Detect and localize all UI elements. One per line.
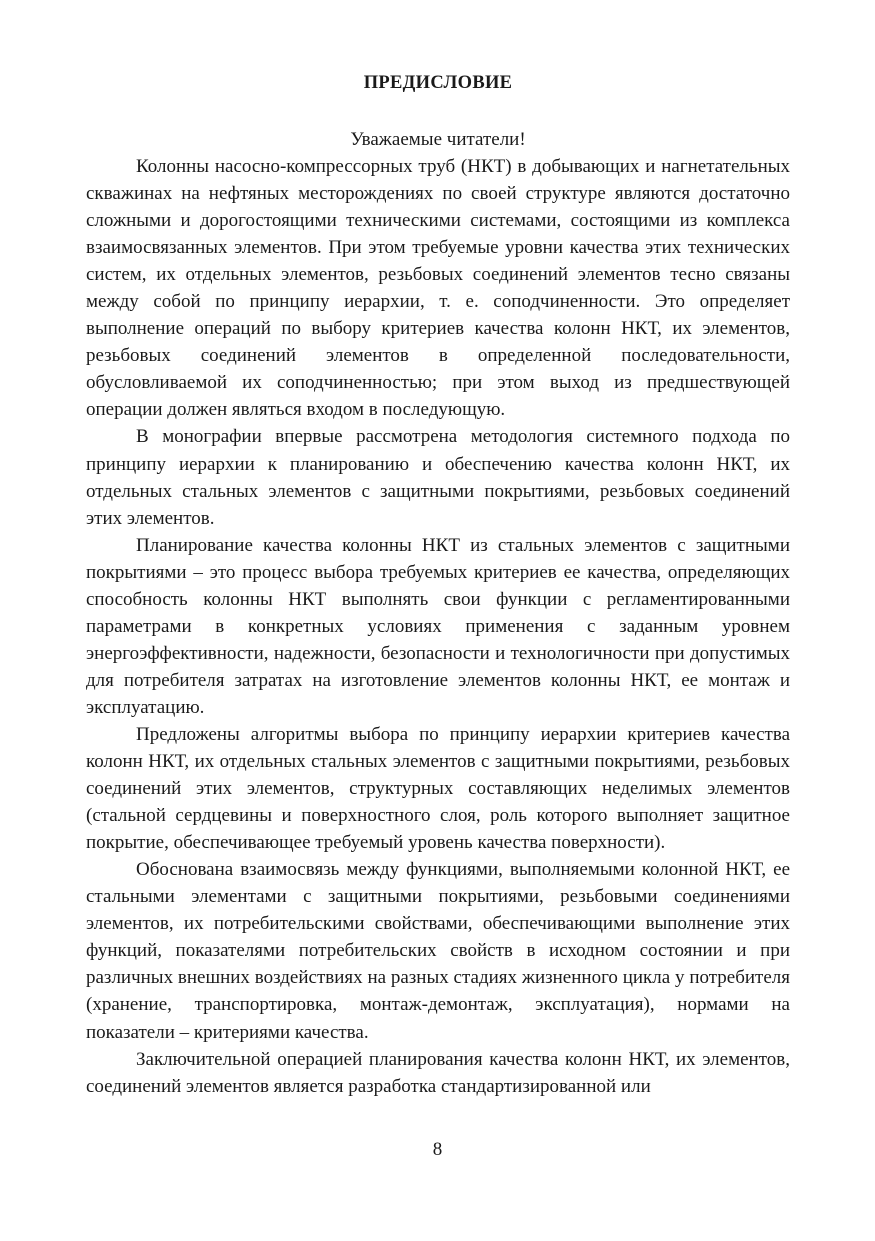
- paragraph-3: Планирование качества колонны НКТ из стальных элементов с защитными покрытиями – это процесс выбора требуемых критериев ее качества, определяющих способность колонны НКТ выполнять свои функции с регламентированными параметрами в конкретных условиях применения с заданным уровнем энергоэффективности, надежности, безопасности и технологичности при допустимых для потребителя затратах на изготовление элементов колонны НКТ, ее монтаж и эксплуатацию.: [86, 534, 790, 718]
- paragraph-1: Колонны насосно-компрессорных труб (НКТ) в добывающих и нагнетательных скважинах на нефтяных месторождениях по своей структуре являются достаточно сложными и дорогостоящими техническими системами, состоящими из комплекса взаимосвязанных элементов. При этом требуемые уровни качества этих технических систем, их отдельных элементов, резьбовых соединений элементов тесно связаны между собой по принципу иерархии, т. е. соподчиненности. Это определяет выполнение операций по выбору критериев качества колонн НКТ, их элементов, резьбовых соединений элементов в определенной последовательности, обусловливаемой их соподчиненностью; при этом выход из предшествующей операции должен являться входом в последующую.: [86, 156, 790, 421]
- paragraph-4: Предложены алгоритмы выбора по принципу иерархии критериев качества колонн НКТ, их отдельных стальных элементов с защитными покрытиями, резьбовых соединений этих элементов, структурных составляющих неделимых элементов (стальной сердцевины и поверхностного слоя, роль которого выполняет защитное покрытие, обеспечивающее требуемый уровень качества поверхности).: [86, 723, 790, 854]
- paragraph-2: В монографии впервые рассмотрена методология системного подхода по принципу иерархии к планированию и обеспечению качества колонн НКТ, их отдельных стальных элементов с защитными покрытиями, резьбовых соединений этих элементов.: [86, 426, 790, 529]
- greeting-line: Уважаемые читатели!: [350, 129, 526, 150]
- page-number: 8: [432, 1139, 443, 1160]
- page-body: [86, 70, 790, 1100]
- paragraph-5: Обоснована взаимосвязь между функциями, выполняемыми колонной НКТ, ее стальными элементами с защитными покрытиями, резьбовыми соединениями элементов, их потребительскими свойствами, обеспечивающими выполнение этих функций, показателями потребительских свойств в исходном состоянии и при различных внешних воздействиях на разных стадиях жизненного цикла у потребителя (хранение, транспортировка, монтаж-демонтаж, эксплуатация), нормами на показатели – критериями качества.: [86, 859, 790, 1043]
- page-title: ПРЕДИСЛОВИЕ: [363, 73, 513, 93]
- paragraph-6: Заключительной операцией планирования качества колонн НКТ, их элементов, соединений элементов является разработка стандартизированной или: [86, 1048, 790, 1097]
